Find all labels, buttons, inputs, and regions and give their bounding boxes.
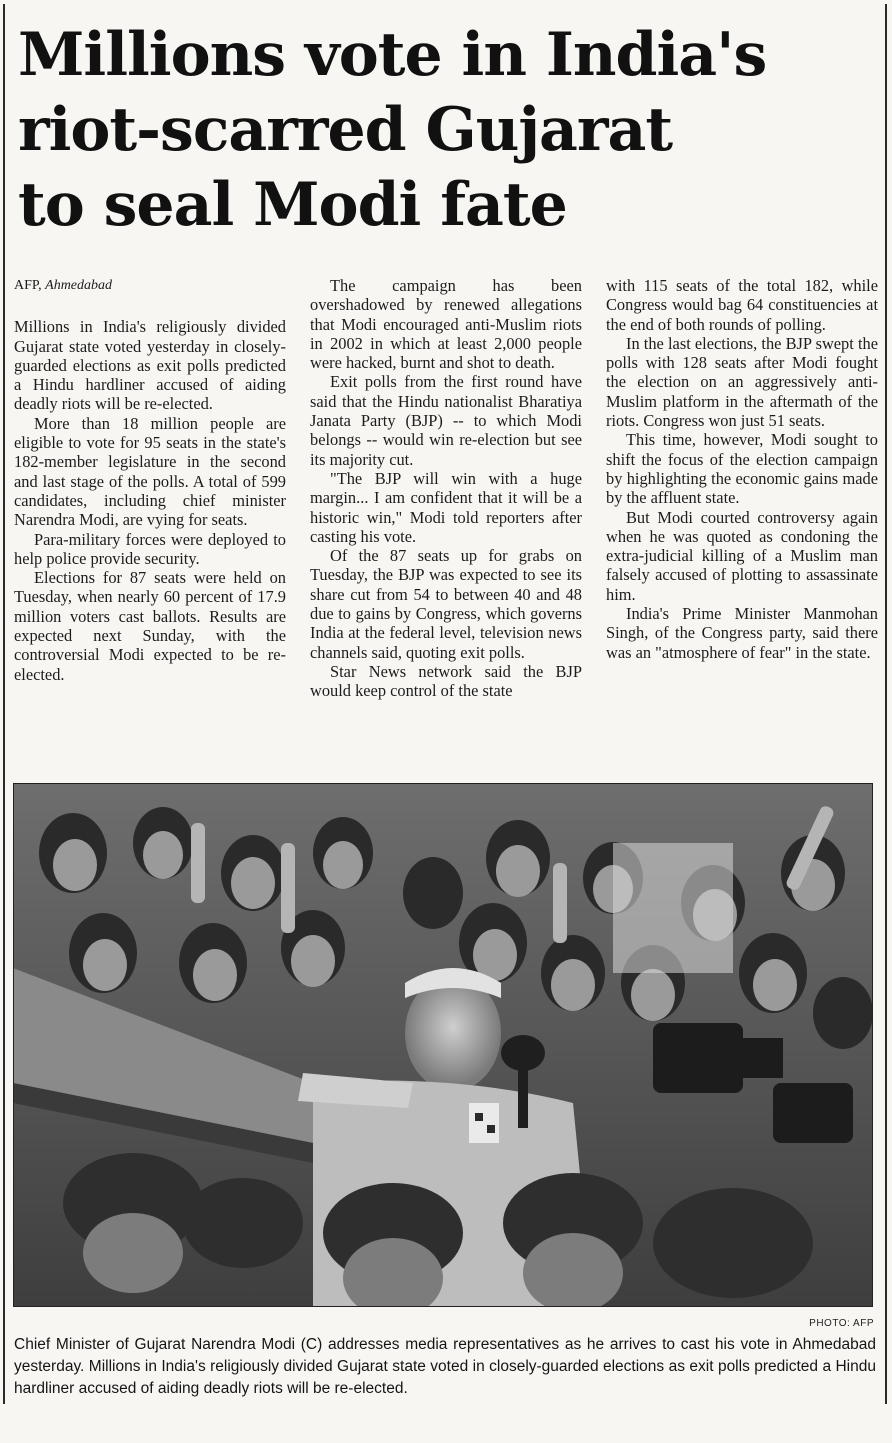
headline-line-1: Millions vote in India's: [18, 20, 767, 90]
paragraph: In the last elections, the BJP swept the polls with 128 seats after Modi fought the election on an aggressively anti-Muslim platform in the aftermath of the riots. Congress won just 51 seats.: [606, 333, 878, 431]
paragraph: The campaign has been overshadowed by renewed allegations that Modi encouraged anti-Muslim riots in 2002 in which at least 2,000 people were hacked, burnt and shot to death.: [310, 276, 582, 373]
headline-line-3: to seal Modi fate: [18, 170, 567, 240]
paragraph: with 115 seats of the total 182, while Congress would bag 64 constituencies at the end of both rounds of polling.: [606, 276, 878, 334]
paragraph: India's Prime Minister Manmohan Singh, of the Congress party, said there was an "atmosphere of fear" in the state.: [606, 604, 878, 662]
headline: [18, 18, 878, 243]
paragraph: Elections for 87 seats were held on Tuesday, when nearly 60 percent of 17.9 million voters cast ballots. Results are expected next Sunday, with the controversial Modi expected to be re-elected.: [14, 568, 286, 684]
dateline-agency: AFP,: [14, 278, 42, 293]
article-body: [14, 276, 878, 776]
dateline-place: Ahmedabad: [45, 278, 113, 293]
left-rule: [3, 4, 5, 1404]
article-column-2: [310, 276, 582, 701]
article-column-3: [606, 276, 878, 662]
headline-line-2: riot-scarred Gujarat: [18, 95, 673, 165]
paragraph: Millions in India's religiously divided Gujarat state voted yesterday in closely-guarded elections as exit polls predicted a Hindu hardliner accused of aiding deadly riots will be re-elected.: [14, 317, 286, 414]
paragraph: Star News network said the BJP would keep control of the state: [310, 661, 582, 701]
article-column-1: [14, 276, 286, 684]
paragraph: But Modi courted controversy again when he was quoted as condoning the extra-judicial killing of a Muslim man falsely accused of plotting to assassinate him.: [606, 507, 878, 604]
paragraph: This time, however, Modi sought to shift the focus of the election campaign by highlighting the economic gains made by the affluent state.: [606, 430, 878, 508]
news-photo: [13, 783, 873, 1307]
paragraph: Exit polls from the first round have said that the Hindu nationalist Bharatiya Janata Party (BJP) -- to which Modi belongs -- would win re-election but see its majority cut.: [310, 372, 582, 469]
photo-credit: PHOTO: AFP: [809, 1318, 874, 1329]
right-rule: [885, 4, 887, 1404]
photo-caption: Chief Minister of Gujarat Narendra Modi (C) addresses media representatives as he arrives to cast his vote in Ahmedabad yesterday. Millions in India's religiously divided Gujarat state voted in closely-guarded elections as exit polls predicted a Hindu hardliner accused of aiding deadly riots will be re-elected.: [14, 1336, 876, 1397]
dateline: [14, 276, 286, 295]
paragraph: Para-military forces were deployed to help police provide security.: [14, 529, 286, 568]
paragraph: "The BJP will win with a huge margin... I am confident that it will be a historic win," Modi told reporters after casting his vote.: [310, 468, 582, 546]
paragraph: Of the 87 seats up for grabs on Tuesday, the BJP was expected to see its share cut from 54 to between 40 and 48 due to gains by Congress, which governs India at the federal level, television news channels said, quoting exit polls.: [310, 546, 582, 662]
crowd-photo-illustration: [13, 783, 873, 1307]
paragraph: More than 18 million people are eligible to vote for 95 seats in the state's 182-member legislature in the second and last stage of the polls. A total of 599 candidates, including chief minister Narendra Modi, are vying for seats.: [14, 413, 286, 530]
